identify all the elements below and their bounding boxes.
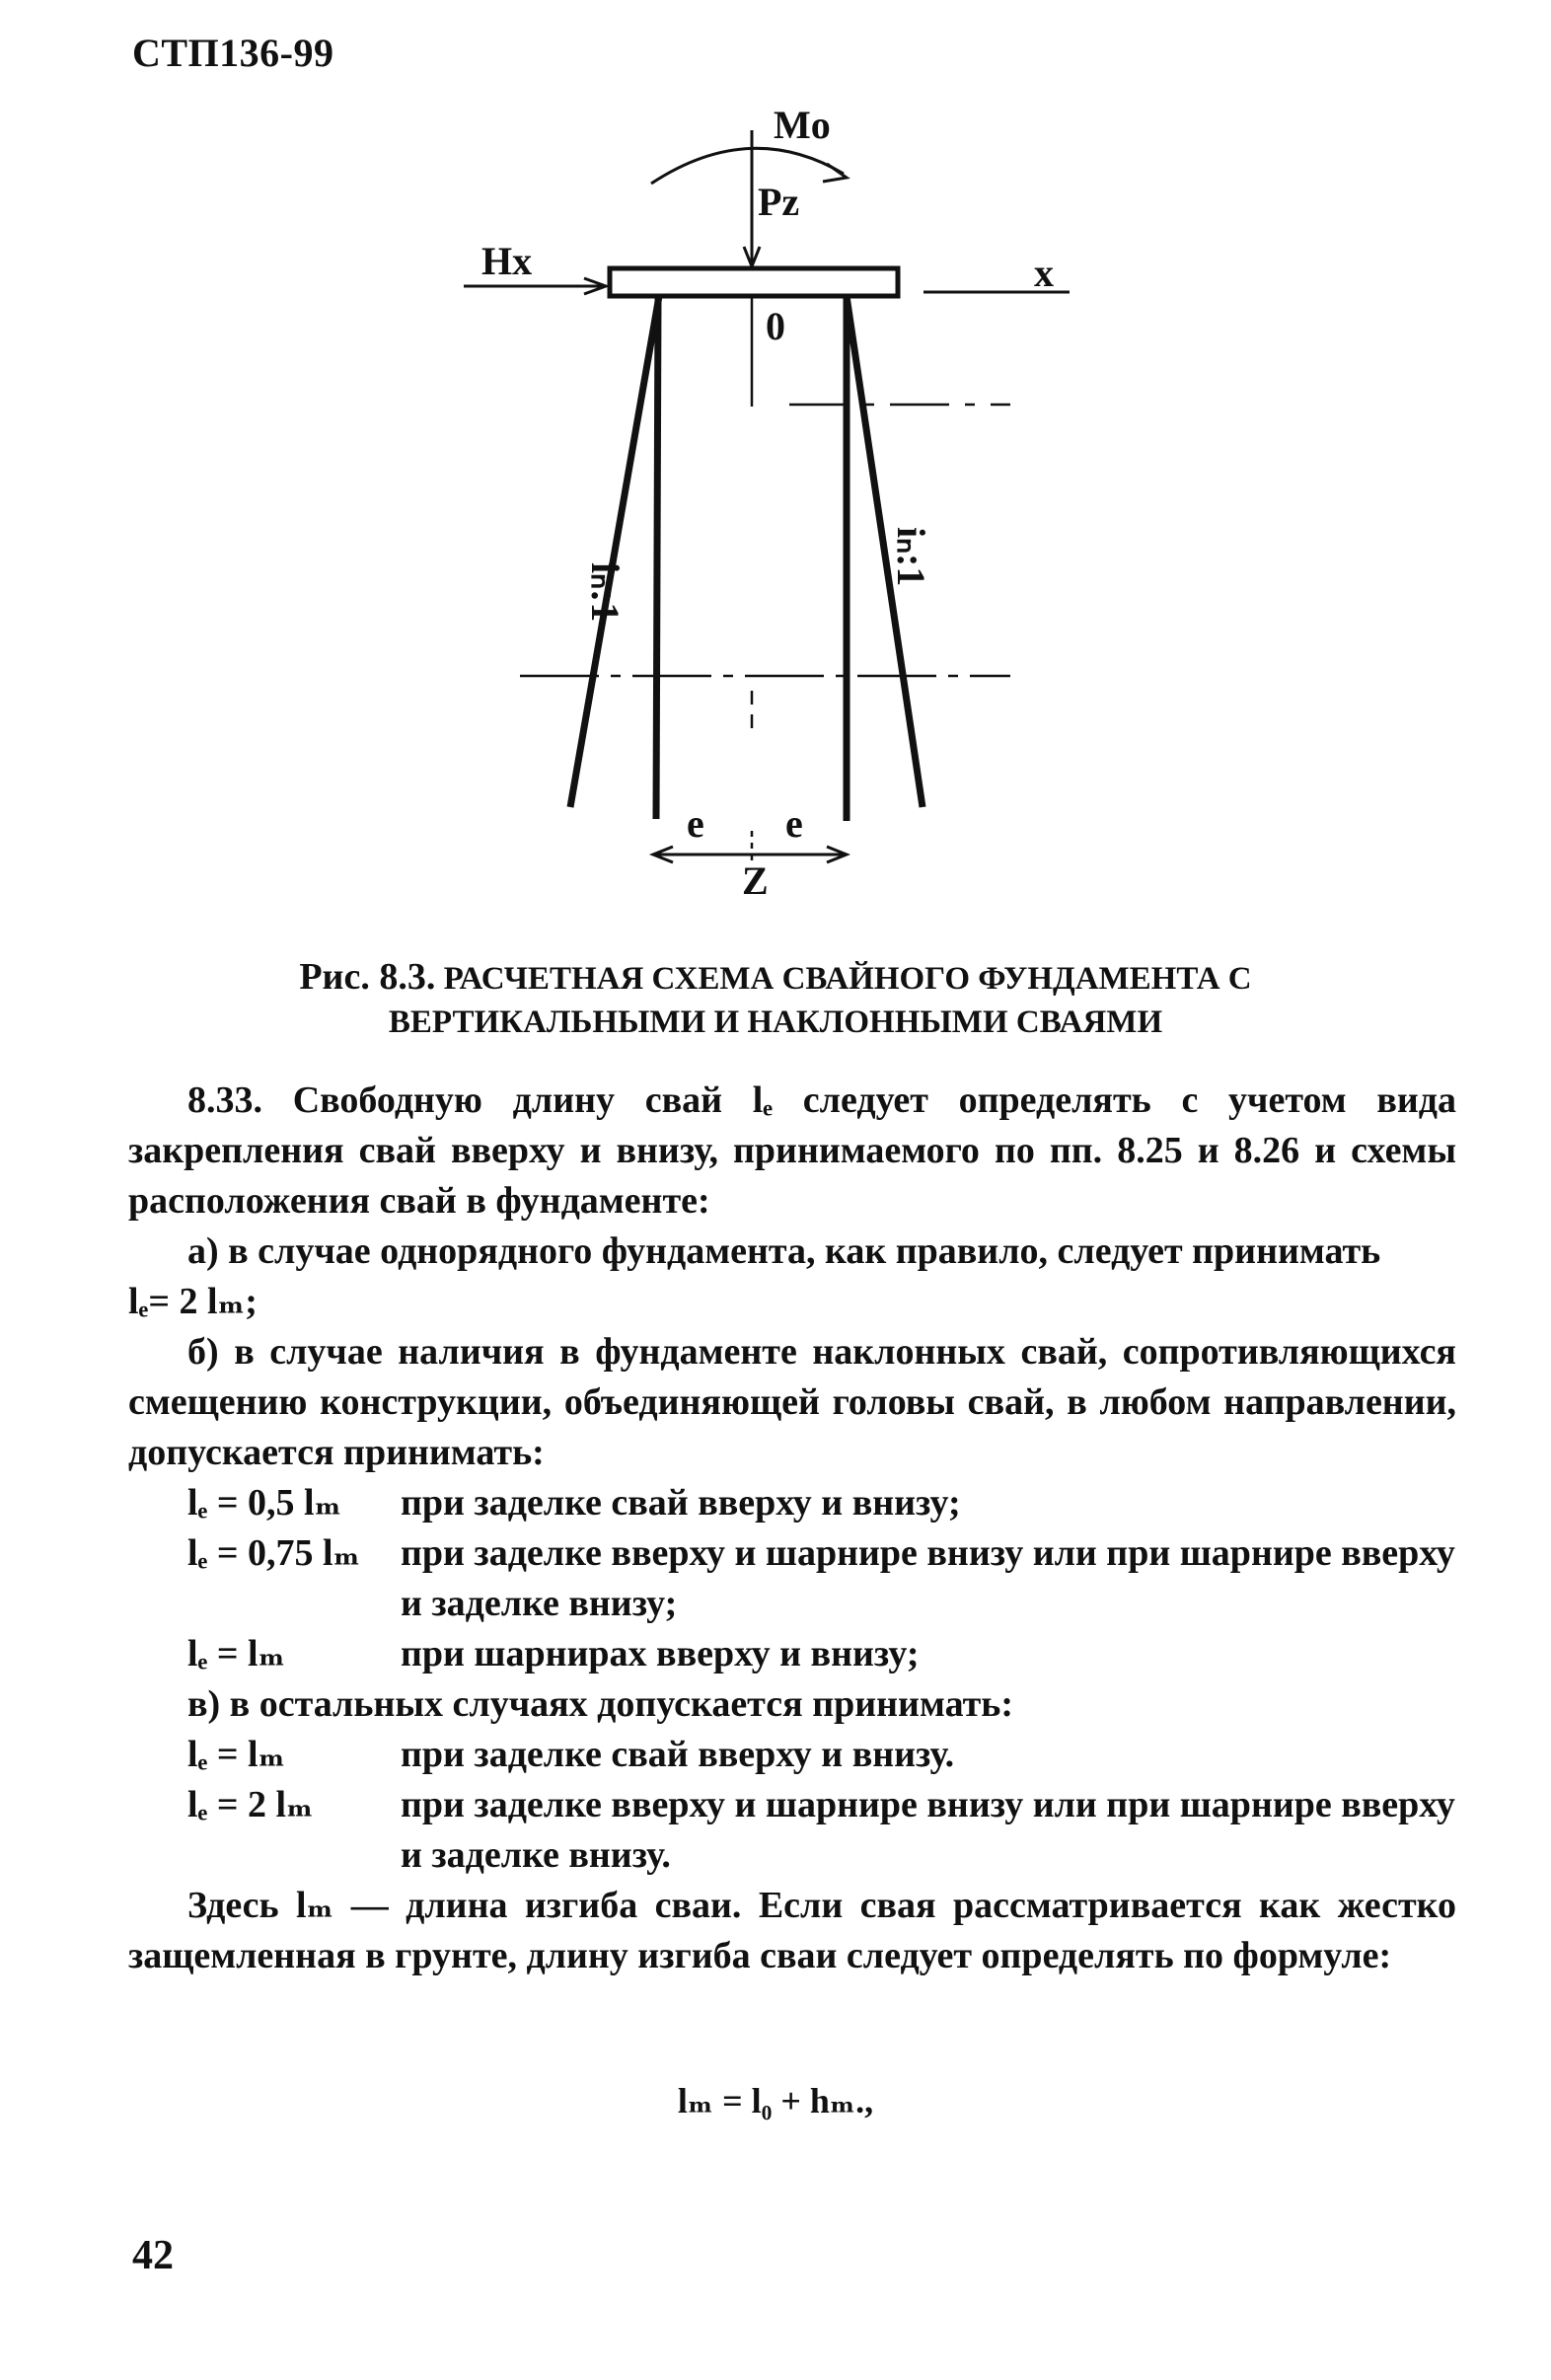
- pile-foundation-diagram: [0, 79, 1551, 908]
- condition-b1: при заделке свай вверху и внизу;: [401, 1482, 961, 1524]
- body-text: [128, 1076, 1456, 1981]
- caption-line-2: ВЕРТИКАЛЬНЫМИ И НАКЛОННЫМИ СВАЯМИ: [388, 1004, 1163, 1040]
- condition-c2: при заделке вверху и шарнире внизу или при шарнире вверху и заделке внизу.: [401, 1784, 1455, 1876]
- formula-c2: lₑ = 2 lₘ: [187, 1784, 314, 1825]
- label-e-right: e: [785, 801, 803, 846]
- bending-length-formula: lₘ = l₀ + hₘ.,: [677, 2081, 874, 2120]
- item-c-text: в) в остальных случаях допускается принимать:: [187, 1683, 1014, 1725]
- condition-row-c2: [128, 1780, 1456, 1881]
- formula-b1: lₑ = 0,5 lₘ: [187, 1482, 342, 1524]
- figure-caption: [197, 955, 1354, 1044]
- formula-b2: lₑ = 0,75 lₘ: [187, 1532, 361, 1574]
- label-pz: Pz: [758, 180, 800, 224]
- moment-arc: [651, 148, 844, 184]
- document-code: СТП136-99: [132, 31, 334, 75]
- item-b-text: б) в случае наличия в фундаменте наклонных свай, сопротивляющихся смещению конструкции, объединяющей головы свай, в любом направлении, допускается принимать:: [128, 1331, 1456, 1473]
- label-z: Z: [742, 858, 769, 903]
- label-e-left: e: [687, 801, 704, 846]
- condition-row-b1: [128, 1478, 1456, 1528]
- label-slope-left: iₙ:1: [583, 562, 628, 623]
- page-number: 42: [132, 2233, 174, 2278]
- item-a-formula: lₑ= 2 lₘ;: [128, 1281, 258, 1322]
- caption-prefix: Рис. 8.3.: [299, 956, 436, 998]
- condition-c1: при заделке свай вверху и внизу.: [401, 1734, 955, 1775]
- diagram-svg: [0, 79, 1551, 908]
- formula-b3: lₑ = lₘ: [187, 1633, 286, 1674]
- condition-row-b3: [128, 1629, 1456, 1679]
- paragraph-8-33: 8.33. Свободную длину свай lₑ следует определять с учетом вида закрепления свай вверху и внизу, принимаемого по пп. 8.25 и 8.26 и схемы расположения свай в фундаменте:: [128, 1079, 1456, 1222]
- label-x-axis: x: [1034, 251, 1054, 295]
- condition-b3: при шарнирах вверху и внизу;: [401, 1633, 920, 1674]
- label-mo: Mo: [774, 103, 831, 147]
- pile-cap: [610, 268, 898, 296]
- label-hx: Hx: [481, 239, 533, 283]
- caption-line-1: РАСЧЕТНАЯ СХЕМА СВАЙНОГО ФУНДАМЕНТА С: [443, 961, 1252, 997]
- label-origin: 0: [766, 304, 785, 348]
- condition-b2: при заделке вверху и шарнире внизу или при шарнире вверху и заделке внизу;: [401, 1532, 1455, 1624]
- paragraph-bending-length: Здесь lₘ — длина изгиба сваи. Если свая рассматривается как жестко защемленная в грунте, длину изгиба сваи следует определять по формуле:: [128, 1885, 1456, 1976]
- condition-row-c1: [128, 1730, 1456, 1780]
- inclined-pile-left: [570, 296, 659, 807]
- condition-row-b2: [128, 1528, 1456, 1629]
- item-a-text: а) в случае однорядного фундамента, как правило, следует принимать: [187, 1230, 1381, 1272]
- label-slope-right: iₙ:1: [889, 527, 933, 587]
- vertical-pile-left: [656, 296, 658, 819]
- formula-c1: lₑ = lₘ: [187, 1734, 286, 1775]
